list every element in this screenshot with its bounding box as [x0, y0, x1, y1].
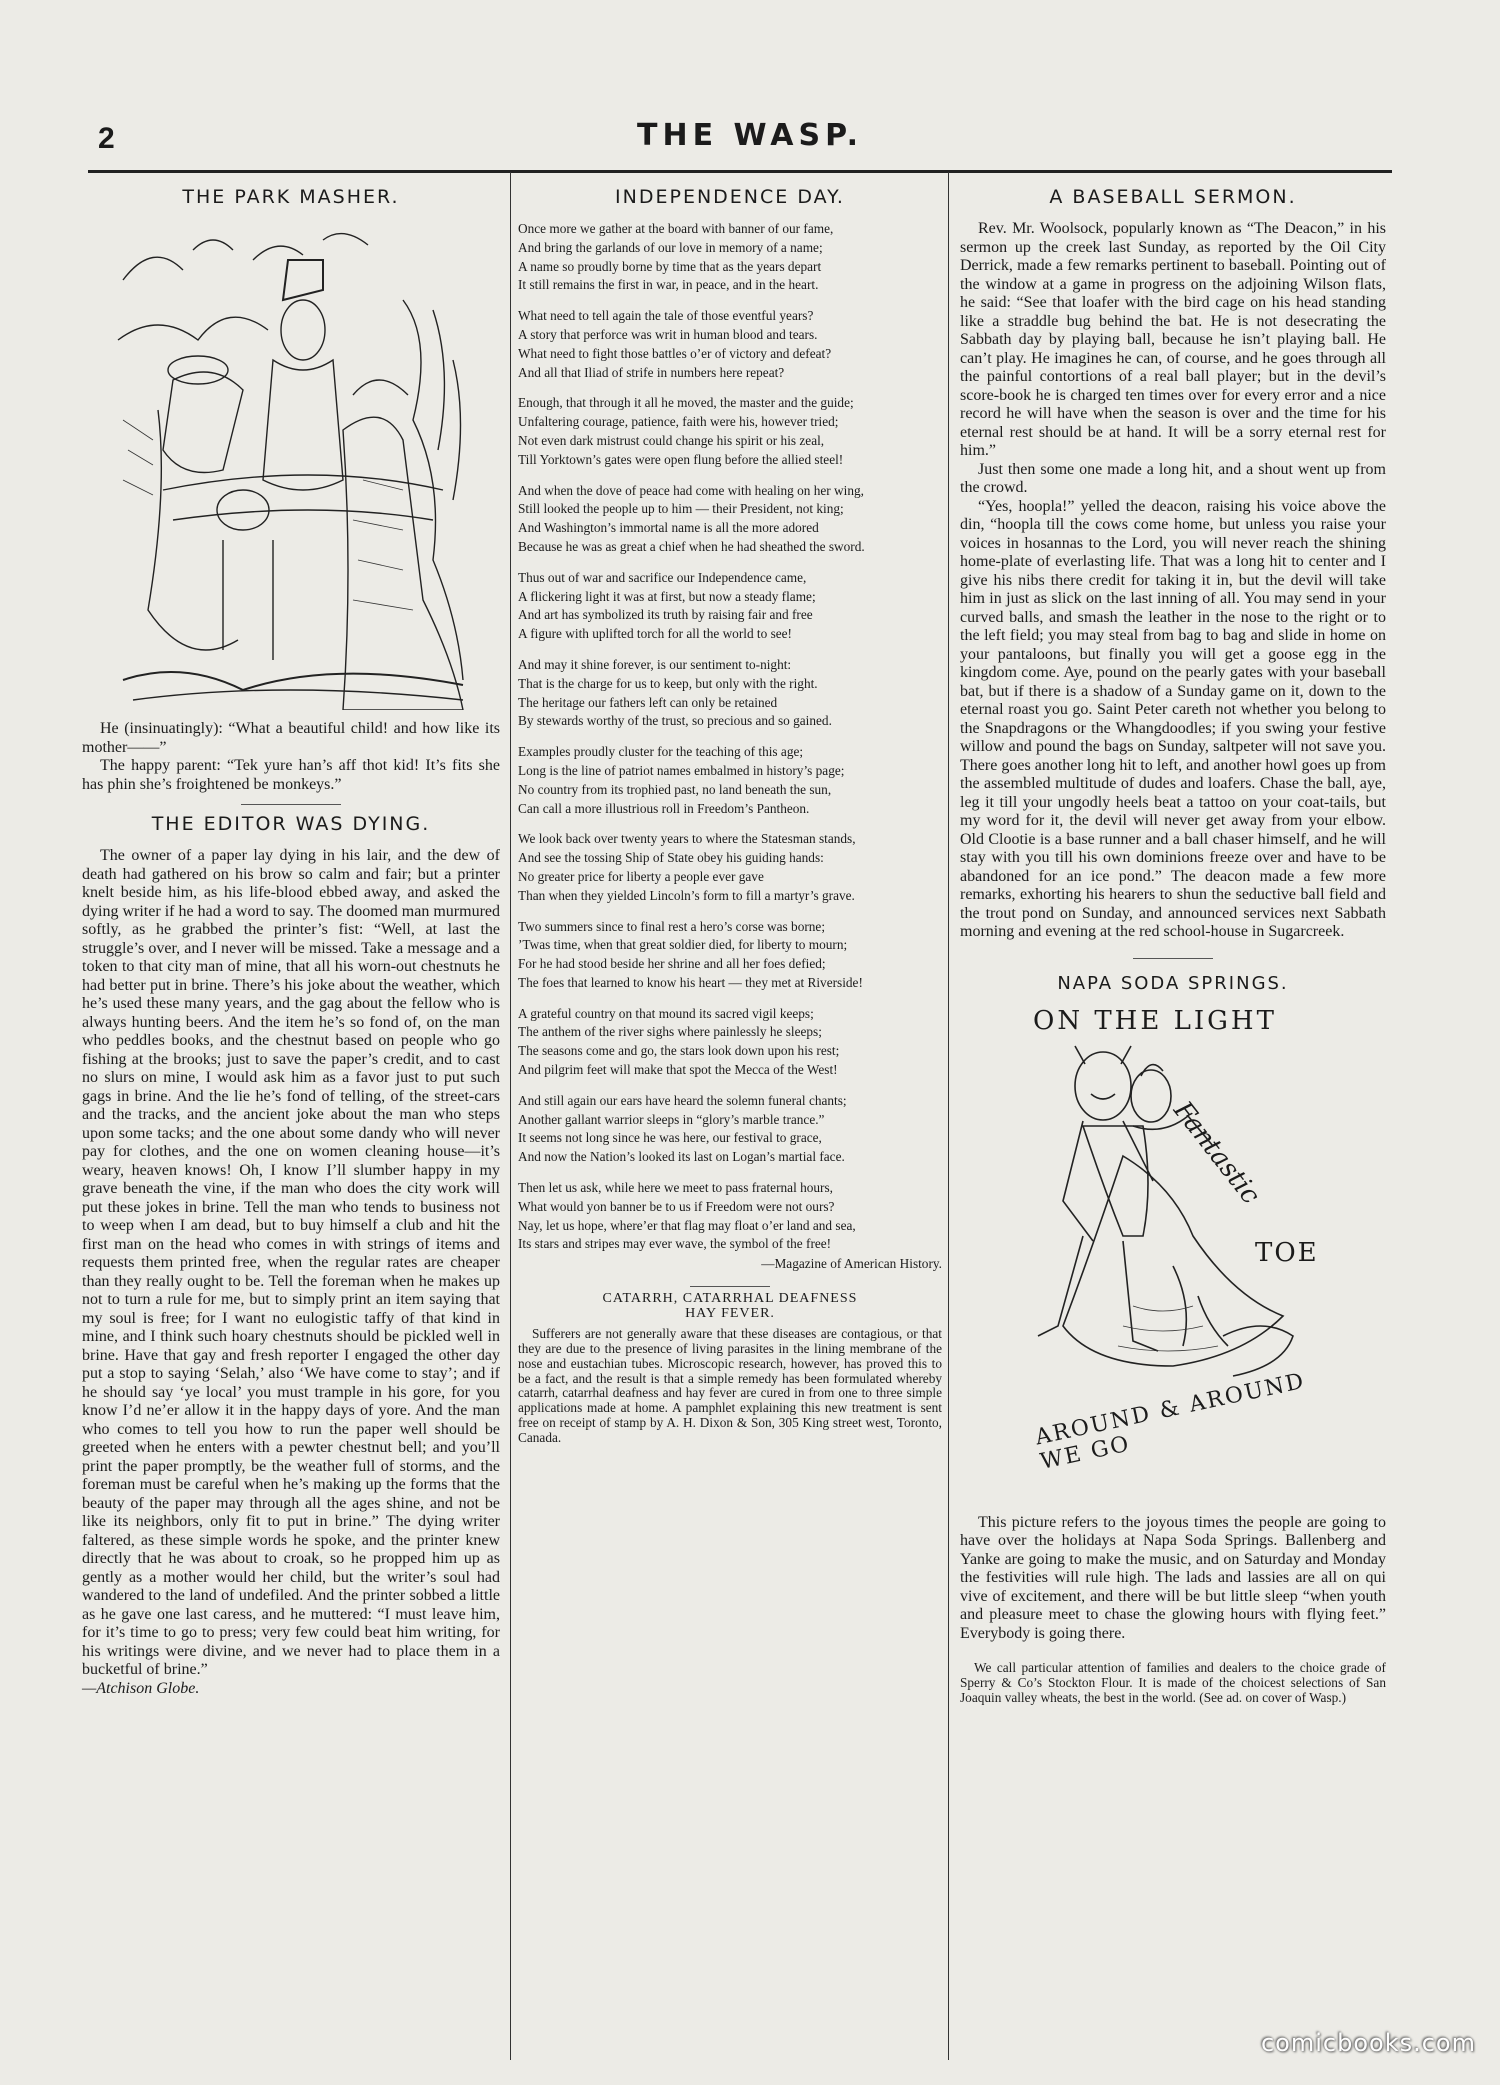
poem-line: And pilgrim feet will make that spot the Mecca of the West!	[518, 1062, 838, 1078]
baseball-para-1: Rev. Mr. Woolsock, popularly known as “The Deacon,” in his sermon up the creek last Sunday, as reported by the Oil City Derrick, made a few remarks pertinent to baseball. Pointing out of the window at a game in progress on the adjoining Wilson flats, he said: “See that loafer with the bird cage on his head standing like a straddle bug behind the bat. He is not desecrating the Sabbath day by playing ball, because he isn’t playing ball. He can’t play. He imagines he can, of course, and he goes through all the painful contortions of a real ball player; but in the devil’s score-book he is charged ten times over for every error and a nice record he will have when the season is over and the time for his eternal rest should be at hand. It will be a sorry eternal rest for him.”	[960, 220, 1386, 459]
napa-art-bottom: AROUND & AROUND WE GO	[1033, 1368, 1308, 1475]
poem-line: And when the dove of peace had come with healing on her wing,	[518, 482, 864, 498]
poem-stanza	[518, 656, 942, 731]
masthead: THE WASP.	[637, 118, 863, 153]
poem-line: A figure with uplifted torch for all the world to see!	[518, 626, 792, 642]
column-right	[960, 176, 1386, 1705]
poem-line: Can call a more illustrious roll in Freedom’s Pantheon.	[518, 800, 810, 816]
poem-line: A grateful country on that mound its sacred vigil keeps;	[518, 1005, 814, 1021]
napa-art-toe: TOE	[1255, 1237, 1319, 1268]
park-masher-caption-1: He (insinuatingly): “What a beautiful child! and how like its mother——”	[82, 720, 500, 756]
poem-line: Enough, that through it all he moved, the master and the guide;	[518, 395, 854, 411]
poem-stanza	[518, 1092, 942, 1167]
poem-line: Two summers since to final rest a hero’s corse was borne;	[518, 918, 826, 934]
poem-line: For he had stood beside her shrine and all her foes defied;	[518, 956, 826, 972]
poem-line: Its stars and stripes may ever wave, the symbol of the free!	[518, 1236, 832, 1252]
catarrh-title	[518, 1291, 942, 1321]
column-divider-right	[948, 172, 949, 2060]
poem-stanza	[518, 743, 942, 818]
poem-line: Because he was as great a chief when he had sheathed the sword.	[518, 538, 865, 554]
poem-line: Another gallant warrior sleeps in “glory’s marble trance.”	[518, 1111, 825, 1127]
poem-line: No greater price for liberty a people ever gave	[518, 868, 764, 884]
poem-line: No country from its trophied past, no land beneath the sun,	[518, 781, 832, 797]
column-left	[82, 176, 500, 1698]
napa-illustration	[1023, 1006, 1323, 1506]
poem-line: A name so proudly borne by time that as the years depart	[518, 258, 822, 274]
poem-stanza	[518, 482, 942, 557]
sperry-notice: We call particular attention of families and dealers to the choice grade of Sperry & Co’s Stockton Flour. It is made of the choicest selections of San Joaquin valley wheats, the best in the world. (See ad. on cover of Wasp.)	[960, 1660, 1386, 1705]
section-divider	[241, 804, 341, 805]
catarrh-title-line-2: HAY FEVER.	[685, 1306, 775, 1322]
poem-stanza	[518, 394, 942, 469]
poem-line: Then let us ask, while here we meet to pass fraternal hours,	[518, 1180, 833, 1196]
napa-art-fantastic: Fantastic	[1167, 1095, 1266, 1210]
catarrh-body: Sufferers are not generally aware that these diseases are contagious, or that they are due to the presence of living parasites in the lining membrane of the nose and eustachian tubes. Microscopic research, however, has proved this to be a fact, and the result is that a simple remedy has been formulated whereby catarrh, catarrhal deafness and hay fever are cured in from one to three simple applications made at home. A pamphlet explaining this new treatment is sent free on receipt of stamp by A. H. Dixon & Son, 305 King street west, Toronto, Canada.	[518, 1326, 942, 1445]
poem-line: It still remains the first in war, in peace, and in the heart.	[518, 277, 819, 293]
poem-line: The anthem of the river sighs where painlessly he sleeps;	[518, 1024, 822, 1040]
poem-stanza	[518, 1179, 942, 1254]
page-number: 2	[98, 122, 115, 155]
poem-line: Still looked the people up to him — their President, not king;	[518, 501, 844, 517]
poem-line: Once more we gather at the board with banner of our fame,	[518, 221, 834, 236]
poem-stanza	[518, 918, 942, 993]
poem-line: That is the charge for us to keep, but only with the right.	[518, 675, 818, 691]
poem-line: Not even dark mistrust could change his spirit or his zeal,	[518, 432, 825, 448]
section-divider	[690, 1286, 770, 1287]
section-divider	[1133, 958, 1213, 959]
poem-line: And Washington’s immortal name is all the more adored	[518, 520, 819, 536]
poem-line: And art has symbolized its truth by raising fair and free	[518, 607, 813, 623]
poem-line: Till Yorktown’s gates were open flung before the allied steel!	[518, 451, 844, 467]
poem-line: What would yon banner be to us if Freedom were not ours?	[518, 1198, 835, 1214]
independence-poem	[518, 220, 942, 1254]
park-masher-illustration	[103, 220, 479, 710]
poem-line: The seasons come and go, the stars look down upon his rest;	[518, 1043, 840, 1059]
poem-line: Unfaltering courage, patience, faith were his, however tried;	[518, 414, 839, 430]
poem-line: Than when they yielded Lincoln’s form to fill a martyr’s grave.	[518, 887, 855, 903]
poem-line: It seems not long since he was here, our festival to grace,	[518, 1130, 822, 1146]
poem-line: A flickering light it was at first, but now a steady flame;	[518, 588, 816, 604]
editor-body: The owner of a paper lay dying in his lair, and the dew of death had gathered on his brow so calm and fair; but a printer knelt beside him, as his life-blood ebbed away, and asked the dying writer if he had a word to say. The doomed man murmured softly, as he grabbed the printer’s fist: “Well, at last the struggle’s over, and I never will be missed. Take a message and a token to that city man of mine, that all his worn-out chestnuts he had better put in brine. There’s his joke about the weather, which he’s used these many years, and the gag about the fellow who is always hunting beers. And the item he’s so fond of, on the man who peddles books, and the chestnut based on people who go fishing at the brooks; just to save the paper’s credit, and to cast no slurs on mine, I would ask him as a favor just to put such gags in brine. And the lie he’s fond of telling, of the street-cars and the tracks, and the ancient joke about the man who steps upon some tacks; and the one about some dandy who will never pay for clothes, and the one on women cleaning house—it’s weary, heaven knows! Oh, I know I’ll slumber happy in my grave beneath the vine, if the man who does the city work will put these jokes in brine. Tell the man who tends to business not to weep when I am dead, but to buy himself a club and hit the first man on the head who comes in with strings of items and requests them printed free, when the regular rates are cheaper than they really ought to be. Tell the foreman when he makes up not to turn a rule for me, but to simply print an item saying that my soul is free; for I want no eulogistic taffy of that kind in mine, and I think such hoary chestnuts should be pickled well in brine. Have that gay and fresh reporter I engaged the other day put a stop to saying ‘Selah,’ also ‘We have come to stay’; and if he should say ‘ye local’ you must trample in his gore, for you know I’d ne’er allow it in the happy days of yore. And the man who comes to tell you how to run the paper well should be greeted when he enters with a pewter chestnut bell; and you’ll print the paper promptly, be the weather full of storms, and the foreman must be careful when he’s making up the forms that the beauty of the paper may through all the ages shine, and not be like its neighbors, only fit to put in brine.” The dying writer faltered, as these simple words he spoke, and the printer knew directly that he was about to croak, so he propped him up as gently as a mother would her child, but the writer’s soul had wandered to the land of undefiled. And the printer sobbed a little as he gave one last caress, and he muttered: “I must leave him, for it’s time to go to press; very few could beat him writing, for his writings were divine, and we never had to place them in a bucketful of brine.”	[82, 847, 500, 1678]
poem-line: And may it shine forever, is our sentiment to-night:	[518, 656, 792, 672]
poem-stanza	[518, 830, 942, 905]
poem-line: And all that Iliad of strife in numbers here repeat?	[518, 364, 785, 380]
poem-stanza	[518, 307, 942, 382]
napa-title: NAPA SODA SPRINGS.	[1057, 972, 1289, 994]
park-masher-title: THE PARK MASHER.	[182, 186, 400, 208]
poem-line: And still again our ears have heard the solemn funeral chants;	[518, 1092, 847, 1108]
poem-line: Long is the line of patriot names embalmed in history’s page;	[518, 762, 845, 778]
napa-body: This picture refers to the joyous times the people are going to have over the holidays at Napa Soda Springs. Ballenberg and Yanke are going to make the music, and on Saturday and Monday the festivities will rule high. The lads and lassies are all on qui vive of excitement, and there will be but little sleep “when youth and pleasure meet to chase the glowing hours with flying feet.” Everybody is going there.	[960, 1513, 1386, 1642]
poem-line: And bring the garlands of our love in memory of a name;	[518, 239, 823, 255]
baseball-para-2: Just then some one made a long hit, and a shout went up from the crowd.	[960, 460, 1386, 496]
napa-art-top: ON THE LIGHT	[1033, 1005, 1277, 1036]
poem-line: Nay, let us hope, where’er that flag may float o’er land and sea,	[518, 1217, 856, 1233]
column-middle	[518, 176, 942, 1446]
independence-title: INDEPENDENCE DAY.	[615, 186, 845, 208]
poem-stanza	[518, 220, 942, 295]
editor-source: —Atchison Globe.	[82, 1679, 200, 1697]
poem-stanza	[518, 569, 942, 644]
baseball-title: A BASEBALL SERMON.	[1049, 186, 1297, 208]
poem-line: Thus out of war and sacrifice our Independence came,	[518, 569, 807, 585]
poem-line: A story that perforce was writ in human blood and tears.	[518, 326, 818, 342]
poem-line: We look back over twenty years to where the Statesman stands,	[518, 831, 856, 847]
poem-line: By stewards worthy of the trust, so precious and so gained.	[518, 713, 832, 729]
editor-title: THE EDITOR WAS DYING.	[151, 813, 431, 835]
poem-line: The foes that learned to know his heart — they met at Riverside!	[518, 974, 863, 990]
poem-line: The heritage our fathers left can only be retained	[518, 694, 778, 710]
header-rule	[88, 170, 1392, 173]
independence-source: —Magazine of American History.	[761, 1256, 942, 1272]
poem-stanza	[518, 1005, 942, 1080]
poem-line: What need to fight those battles o’er of victory and defeat?	[518, 345, 832, 361]
poem-line: And now the Nation’s looked its last on Logan’s martial face.	[518, 1149, 845, 1165]
poem-line: Examples proudly cluster for the teaching of this age;	[518, 744, 804, 760]
column-divider-left	[510, 172, 511, 2060]
catarrh-title-line-1: CATARRH, CATARRHAL DEAFNESS	[602, 1291, 858, 1307]
poem-line: ’Twas time, when that great soldier died, for liberty to mourn;	[518, 937, 848, 953]
park-masher-caption-2: The happy parent: “Tek yure han’s aff thot kid! It’s fits she has phin she’s froightened be monkeys.”	[82, 757, 500, 793]
baseball-para-3: “Yes, hoopla!” yelled the deacon, raising his voice above the din, “hoopla till the cows come home, but unless you raise your voices in hosannas to the Lord, you will never reach the shining home-plate of everlasting life. That was a long hit to center and I give his nibs there credit for taking it in, but the devil will take him in just as slick on the last inning of all. You may send in your curved balls, and smash the leather in the nose to the right or to the left field; you may steal from bag to bag and slide in home on your pantaloons, but finally you will get a goose egg in the kingdom come. Aye, pound on the pearly gates with your baseball bat, but if there is a shadow of a Sunday game on it, down to the eternal roast you go. Saint Peter careth not whether you belong to the Snapdragons or the Whangdoodles; if you swing your festive willow and pound the bags on Sunday, saltpeter will not save you. There goes another long hit to left, and another howl goes up from the assembled multitude of dudes and loafers. Chase the ball, aye, leg it till your ungodly heels beat a tattoo on your coat-tails, but my word for it, the devil will never get away from your elbow. Old Clootie is a base runner and a ball chaser himself, and he will stay with you till his own dominions freeze over and have to be abandoned for an ice pond.” The deacon made a few more remarks, exhorting his hearers to shun the seductive ball field and the trout pond on Sunday, and announced services next Sabbath morning and evening at the red school-house in Sugarcreek.	[960, 497, 1386, 940]
poem-line: What need to tell again the tale of those eventful years?	[518, 308, 814, 324]
watermark: comicbooks.com	[1260, 2029, 1476, 2057]
poem-line: And see the tossing Ship of State obey his guiding hands:	[518, 850, 824, 866]
